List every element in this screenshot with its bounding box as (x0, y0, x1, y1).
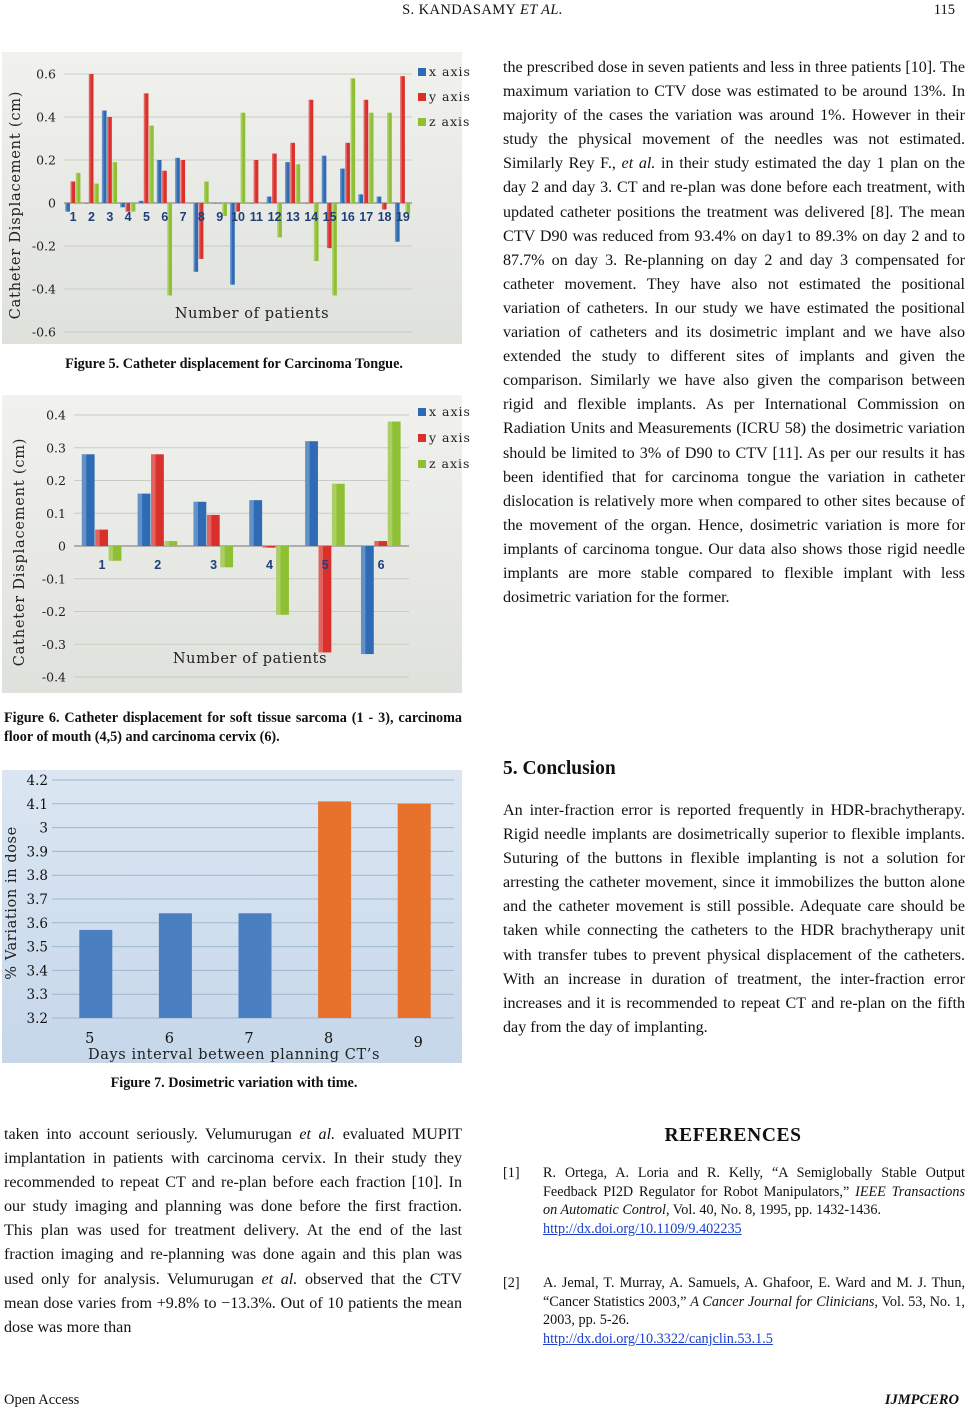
bar-highlight (305, 441, 309, 546)
reference-number: [2] (503, 1275, 520, 1291)
bar-highlight (180, 160, 182, 203)
bar-highlight (249, 500, 253, 546)
reference-authors-title: R. Ortega, A. Loria and R. Kelly, “A Semiglobally Stable Output Feedback PI2D Regulator for Robot Manipulators,” (543, 1165, 965, 1200)
bar-day-5 (79, 930, 112, 1018)
y-tick-label: 3.2 (26, 1011, 48, 1027)
running-etal: ET AL. (519, 2, 563, 18)
bar-highlight (322, 156, 324, 203)
bar-highlight (109, 546, 113, 561)
bar-highlight (76, 173, 78, 203)
et-al-italic: et al. (299, 1126, 336, 1143)
legend-label: z axis (429, 114, 471, 129)
bar-highlight (361, 546, 365, 654)
y-axis-label: Catheter Displacement (cm) (8, 90, 24, 320)
figure-7-chart (2, 770, 462, 1063)
y-tick-label: -0.4 (31, 281, 56, 297)
reference-number: [1] (503, 1165, 520, 1181)
figure-7-caption: Figure 7. Dosimetric variation with time. (110, 1075, 358, 1091)
x-category-label: 18 (377, 210, 392, 224)
bar-highlight (139, 201, 141, 203)
bar-highlight (351, 78, 353, 203)
figure-6 (2, 395, 471, 693)
bar-highlight (144, 93, 146, 203)
bar-highlight (358, 194, 360, 203)
left-paragraph-1: taken into account seriously. Velumurugan et al. evaluated MUPIT implantation in patients with carcinoma cervix. In their study they recommended to repeat CT and re-plan before each fraction [10]. In our study imaging and planning was done before the first fraction. This plan was used for treatment delivery. At the end of the last fraction imaging and re-planning was done again and this plan was used only for analysis. Velumurugan et al. observed that the CTV mean dose varies from +9.8% to −13.3%. Out of 10 patients the mean dose was more than (4, 1126, 463, 1336)
conclusion-heading: 5. Conclusion (503, 758, 616, 779)
bar-highlight (193, 203, 195, 272)
x-category-label: 2 (87, 210, 95, 224)
bar-highlight (254, 160, 256, 203)
y-tick-label: 0.2 (46, 473, 66, 488)
bar-highlight (82, 454, 86, 546)
legend-swatch (418, 118, 426, 126)
bar-highlight (95, 530, 99, 546)
figure-7 (2, 770, 462, 1063)
bar-highlight (112, 162, 114, 203)
reference-journal: A Cancer Journal for Clinicians (690, 1293, 875, 1310)
y-tick-label: 3 (39, 820, 48, 837)
bar-highlight (71, 182, 73, 204)
reference-2 (503, 1274, 965, 1348)
bar-highlight (102, 111, 104, 203)
chart-background (2, 770, 462, 1063)
y-tick-label: 3.9 (26, 844, 48, 861)
footer-open-access: Open Access (4, 1392, 80, 1408)
bar-highlight (157, 160, 159, 203)
reference-1 (503, 1164, 965, 1238)
y-tick-label: 3.5 (26, 939, 48, 956)
bar-highlight (388, 422, 392, 546)
x-category-label: 13 (285, 210, 300, 224)
right-paragraph-1: the prescribed dose in seven patients and less in three patients [10]. The maximum variation to CTV dose was estimated to be around 13%. In majority of the cases the variation was around 1%. However in their study the physical movement of the needles was not estimated. Similarly Rey F., et al. in their study estimated the day 1 plan on the day 2 and day 3. CT and re-plan was done before each treatment, with updated catheter positions the treatment was delivered [8]. The mean CTV D90 was reduced from 93.4% on day1 to 89.3% on day 2 and to 87.7% on day 3. Re-planning on day 2 and day 3 compensated for catheter movement. They have also not estimated the positional variation of catheters. In our study we have estimated the positional variation of catheters and its dosimetric implant and we have also extended the study to different sites of implants and given the comparison. Similarly we have also given the comparison between rigid and flexible implants. As per International Commission on Radiation Units and Measurements (ICRU 58) the dosimetric variation should be limited to 3% of D90 to CTV [11]. As per our results it has been identified that for carcinoma tongue the variation in catheter dislocation is relatively more when compared to other sites because of the movement of the organ. Hence, dosimetric variation is more for implants of carcinoma tongue. Our data also shows those rigid needle implants are more stable compared to flexible implant with less dosimetric variation for the former. (503, 59, 965, 607)
bar-highlight (186, 203, 188, 204)
bar-highlight (377, 197, 379, 203)
bar-highlight (345, 143, 347, 203)
y-tick-label: 4.1 (26, 796, 48, 813)
x-category-label: 1 (69, 210, 77, 224)
y-tick-label: -0.6 (31, 324, 56, 340)
y-axis-label: % Variation in dose (4, 826, 20, 980)
y-tick-label: -0.3 (41, 636, 66, 652)
x-category-label: 4 (265, 558, 273, 572)
x-category-label: 6 (161, 210, 169, 224)
bar-highlight (120, 203, 122, 207)
reference-journal: IEEE Transactions on Automatic Control (543, 1183, 965, 1219)
bar-highlight (296, 164, 298, 203)
legend-swatch (418, 408, 426, 416)
x-category-label: 1 (98, 558, 106, 572)
bar-highlight (84, 203, 86, 204)
x-category-label: 10 (231, 210, 245, 224)
et-al-italic: et al. (621, 155, 656, 173)
legend-swatch (418, 434, 426, 442)
figure-5-chart (2, 52, 471, 344)
x-category-label: 5 (142, 210, 150, 224)
bar-highlight (272, 154, 274, 203)
conclusion-paragraph (503, 799, 965, 1040)
x-category-label: 6 (164, 1031, 175, 1047)
reference-details: , Vol. 53, No. 1, 2003, pp. 5-26. (543, 1293, 965, 1329)
x-category-label: 5 (321, 558, 329, 572)
et-al-italic: et al. (261, 1270, 298, 1288)
y-tick-label: -0.2 (41, 604, 66, 619)
y-tick-label: 0.6 (36, 66, 56, 82)
y-tick-label: 3.7 (26, 892, 48, 908)
bar-highlight (204, 182, 206, 204)
y-tick-label: -0.4 (41, 669, 66, 685)
bar-highlight (65, 203, 67, 212)
bar-highlight (290, 143, 292, 203)
x-axis-label: Number of patients (174, 306, 330, 322)
bar-highlight (259, 203, 261, 204)
bar-highlight (369, 113, 371, 203)
bar-highlight (212, 203, 214, 204)
legend-swatch (418, 93, 426, 101)
reference-authors-title: A. Jemal, T. Murray, A. Samuels, A. Ghafoor, E. Ward and M. J. Thun, “Cancer Statistics 2003,” (543, 1275, 965, 1310)
left-column-paragraph (4, 1123, 462, 1340)
bar-highlight (164, 541, 168, 546)
bar-highlight (151, 454, 155, 546)
bar-highlight (149, 126, 151, 203)
conclusion-text: An inter-fraction error is reported frequently in HDR-brachytherapy. Rigid needle implants are dosimetrically superior to flexible implants. Suturing of the buttons in flexible implanting is not a solution for arresting the catheter movement, since it immobilizes the button alone and the catheter movement is still possible. Adequate care should be taken while connecting the catheters to the HDR brachytherapy unit with transfer tubes to prevent physical displacement of the catheters. With an increase in duration of treatment, the inter-fraction error increases and it is recommended to repeat CT and re-plan on the fifth day from the day of implanting. (503, 802, 965, 1036)
bar-highlight (374, 541, 378, 546)
y-tick-label: 0.4 (46, 407, 66, 423)
legend-label: x axis (429, 64, 471, 79)
reference-details: , Vol. 40, No. 8, 1995, pp. 1432-1436. (665, 1202, 882, 1219)
y-tick-label: -0.2 (31, 238, 56, 254)
y-tick-label: 3.8 (26, 868, 48, 885)
figure-5 (2, 52, 471, 344)
y-tick-label: -0.1 (41, 571, 66, 587)
y-tick-label: 0.4 (36, 109, 56, 125)
x-category-label: 6 (377, 558, 385, 572)
bar-highlight (89, 74, 91, 203)
y-tick-label: 3.4 (26, 963, 48, 980)
x-category-label: 7 (179, 210, 187, 224)
bar-highlight (263, 546, 267, 548)
running-author: S. KANDASAMY (402, 2, 516, 18)
x-category-label: 9 (216, 210, 224, 224)
y-tick-label: 4.2 (26, 773, 48, 789)
y-tick-label: 0 (48, 195, 56, 211)
bar-highlight (220, 546, 224, 567)
page-header (0, 2, 965, 24)
y-tick-label: 3.3 (26, 987, 48, 1004)
y-tick-label: 3.6 (26, 915, 48, 932)
x-category-label: 9 (413, 1035, 423, 1051)
bar-highlight (382, 203, 384, 209)
legend-label: z axis (429, 456, 471, 471)
x-category-label: 5 (85, 1031, 95, 1047)
x-category-label: 12 (267, 210, 282, 224)
bar-highlight (387, 113, 389, 203)
bar-highlight (267, 197, 269, 203)
figure-5-caption: Figure 5. Catheter displacement for Carcinoma Tongue. (65, 356, 403, 372)
bar-highlight (285, 162, 287, 203)
bar-day-8 (318, 801, 351, 1018)
x-axis-label: Days interval between planning CT’s (87, 1047, 381, 1063)
bar-highlight (107, 117, 109, 203)
figure-6-caption: Figure 6. Catheter displacement for soft tissue sarcoma (1 - 3), carcinoma floor of mouth (4,5) and carcinoma cervix (6). (4, 710, 462, 745)
y-tick-label: 0 (58, 538, 66, 554)
x-axis-label: Number of patients (172, 651, 328, 667)
x-category-label: 19 (395, 210, 410, 224)
x-category-label: 8 (323, 1031, 334, 1047)
running-title (0, 2, 965, 19)
bar-highlight (332, 484, 336, 546)
legend-label: y axis (429, 430, 471, 445)
x-category-label: 16 (340, 210, 355, 224)
legend-swatch (418, 68, 426, 76)
right-column-paragraph (503, 56, 965, 610)
y-tick-label: 0.3 (46, 440, 66, 456)
x-category-label: 2 (154, 558, 162, 572)
bar-highlight (276, 546, 280, 615)
bar-highlight (241, 113, 243, 203)
y-tick-label: 0.2 (36, 152, 56, 168)
x-category-label: 4 (124, 210, 132, 224)
references-heading: REFERENCES (664, 1125, 802, 1146)
y-axis-label: Catheter Displacement (cm) (12, 437, 28, 667)
x-category-label: 3 (210, 558, 218, 572)
x-category-label: 8 (197, 210, 205, 224)
legend-swatch (418, 460, 426, 468)
bar-highlight (303, 203, 305, 204)
bar-highlight (162, 171, 164, 203)
bar-highlight (217, 203, 219, 204)
bar-highlight (248, 203, 250, 204)
reference-doi-link[interactable]: http://dx.doi.org/10.1109/9.402235 (543, 1220, 742, 1237)
x-category-label: 11 (249, 210, 263, 224)
bar-highlight (193, 502, 197, 546)
legend-label: x axis (429, 404, 471, 419)
y-tick-label: 0.1 (46, 505, 66, 521)
x-category-label: 17 (359, 210, 374, 224)
page-number: 115 (933, 2, 955, 18)
bar-highlight (138, 494, 142, 546)
bar-highlight (309, 100, 311, 203)
x-category-label: 14 (304, 210, 319, 224)
bar-highlight (400, 76, 402, 203)
x-category-label: 7 (244, 1031, 254, 1047)
bar-highlight (175, 158, 177, 203)
bar-day-9 (398, 804, 431, 1018)
bar-day-6 (159, 913, 192, 1018)
bar-highlight (364, 100, 366, 203)
x-category-label: 3 (106, 210, 114, 224)
legend-label: y axis (429, 89, 471, 104)
x-category-label: 15 (322, 210, 337, 224)
figure-6-chart (2, 395, 471, 693)
bar-highlight (94, 184, 96, 203)
footer-journal: IJMPCERO (884, 1392, 959, 1408)
reference-doi-link[interactable]: http://dx.doi.org/10.3322/canjclin.53.1.5 (543, 1330, 773, 1347)
bar-day-7 (239, 913, 272, 1018)
bar-highlight (340, 169, 342, 203)
bar-highlight (207, 515, 211, 546)
